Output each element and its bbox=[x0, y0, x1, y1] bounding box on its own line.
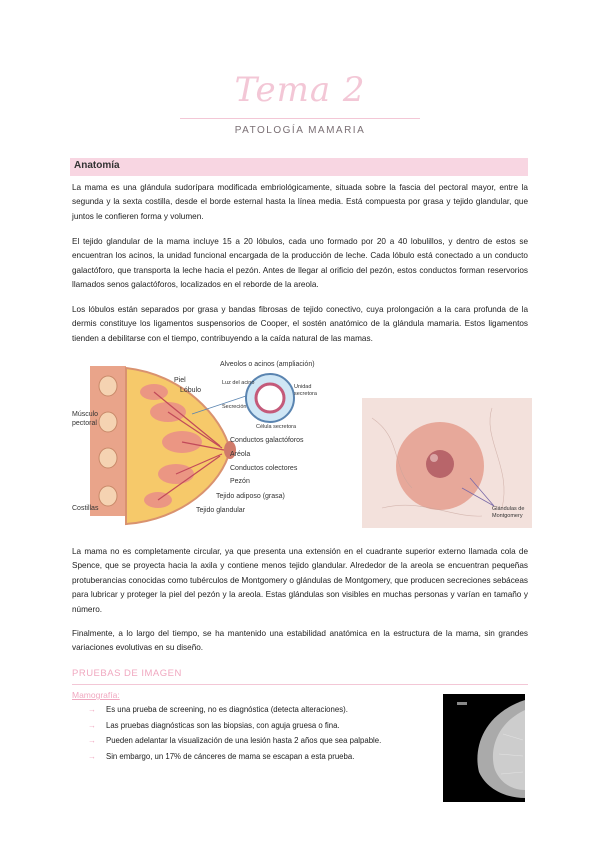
label-glandulas: Glándulas de bbox=[492, 506, 525, 512]
list-item: → Es una prueba de screening, no es diagnóstica (detecta alteraciones). bbox=[88, 702, 428, 718]
paragraph-4: La mama no es completamente circular, ya que presenta una extensión en el cuadrante superior externo llamada cola de Spence, que se proyecta hacia la axila y contiene menos tejido glandular. Alrededor de la areola se encuentran pequeñas protuberancias conocidas como tubérculos de Montgomery o glándulas de Montgomery, que producen secreciones sebáceas para lubricar y proteger la piel del pezón y la areola. Estas glándulas son visibles en muchas personas y varían en tamaño y número. bbox=[72, 547, 528, 614]
section-imaging-divider bbox=[72, 684, 528, 685]
section-heading: Anatomía bbox=[74, 160, 120, 171]
label-pectoral: pectoral bbox=[72, 420, 97, 427]
label-secrecion: Secreción bbox=[222, 404, 247, 410]
list-item: → Sin embargo, un 17% de cánceres de mama se escapan a esta prueba. bbox=[88, 749, 428, 765]
page-subtitle: PATOLOGÍA MAMARIA bbox=[234, 125, 366, 136]
mamografia-bullet-list bbox=[88, 702, 428, 764]
mammogram-image bbox=[443, 694, 525, 802]
paragraph-5: Finalmente, a lo largo del tiempo, se ha mantenido una estabilidad anatómica en la estructura de la mama, sin grandes variaciones evolutivas en su diseño. bbox=[72, 629, 528, 653]
label-glandular: Tejido glandular bbox=[196, 507, 246, 514]
label-adiposo: Tejido adiposo (grasa) bbox=[216, 493, 285, 500]
label-lobulo: Lóbulo bbox=[180, 387, 202, 394]
label-galactoforos: Conductos galactóforos bbox=[230, 437, 304, 444]
label-unidad: Unidad bbox=[294, 384, 312, 390]
label-montgomery: Montgomery bbox=[492, 513, 523, 519]
label-costillas: Costillas bbox=[72, 505, 99, 512]
list-item: → Las pruebas diagnósticas son las biopsias, con aguja gruesa o fina. bbox=[88, 718, 428, 734]
title-divider bbox=[180, 118, 420, 119]
breast-anatomy-diagram bbox=[72, 356, 318, 528]
label-secretora: secretora bbox=[294, 391, 317, 397]
areola-photo bbox=[362, 398, 532, 528]
page-title: Tema 2 bbox=[234, 70, 366, 110]
arrow-icon: → bbox=[88, 705, 96, 714]
list-item: → Pueden adelantar la visualización de una lesión hasta 2 años que sea palpable. bbox=[88, 733, 428, 749]
paragraph-1: La mama es una glándula sudorípara modificada embriológicamente, situada sobre la fascia del pectoral mayor, entre la segunda y la sexta costilla, desde el borde esternal hasta la línea media. Está compuesta por grasa y tejido glandular, que juntos le confieren forma y volumen. bbox=[72, 183, 528, 221]
label-celula: Célula secretora bbox=[256, 424, 297, 430]
label-alveolos: Alveolos o acinos (ampliación) bbox=[220, 361, 315, 368]
label-colectores: Conductos colectores bbox=[230, 465, 298, 472]
paragraph-2: El tejido glandular de la mama incluye 15 a 20 lóbulos, cada uno formado por 20 a 40 lobulillos, y dentro de estos se encuentran los acinos, la unidad funcional encargada de la producción de leche. Cada lóbulo está conectado a un conducto galactóforo, que transporta la leche hacia el pezón. Antes de llegar al orificio del pezón, estos conductos forman reservorios llamados senos galactóforos, localizados en el reborde de la areola. bbox=[72, 237, 528, 290]
arrow-icon: → bbox=[88, 720, 96, 730]
section-heading-bar bbox=[70, 158, 528, 176]
label-musculo: Músculo bbox=[72, 411, 99, 418]
arrow-icon: → bbox=[88, 751, 96, 761]
label-areola: Aréola bbox=[230, 451, 251, 458]
label-luz: Luz del acino bbox=[222, 380, 255, 386]
paragraph-3: Los lóbulos están separados por grasa y bandas fibrosas de tejido conectivo, cuya prolongación a la cara profunda de la dermis constituye los ligamentos suspensorios de Cooper, el sostén anatómico de la glándula mamaria. Estos ligamentos tienden a debilitarse con el tiempo, contribuyendo a la caída natural de las mamas. bbox=[72, 305, 528, 343]
section-imaging-heading: PRUEBAS DE IMAGEN bbox=[72, 668, 182, 679]
arrow-icon: → bbox=[88, 736, 96, 746]
label-piel: Piel bbox=[174, 377, 186, 384]
label-pezon: Pezón bbox=[230, 478, 250, 485]
mamografia-subheading: Mamografía: bbox=[72, 690, 120, 700]
